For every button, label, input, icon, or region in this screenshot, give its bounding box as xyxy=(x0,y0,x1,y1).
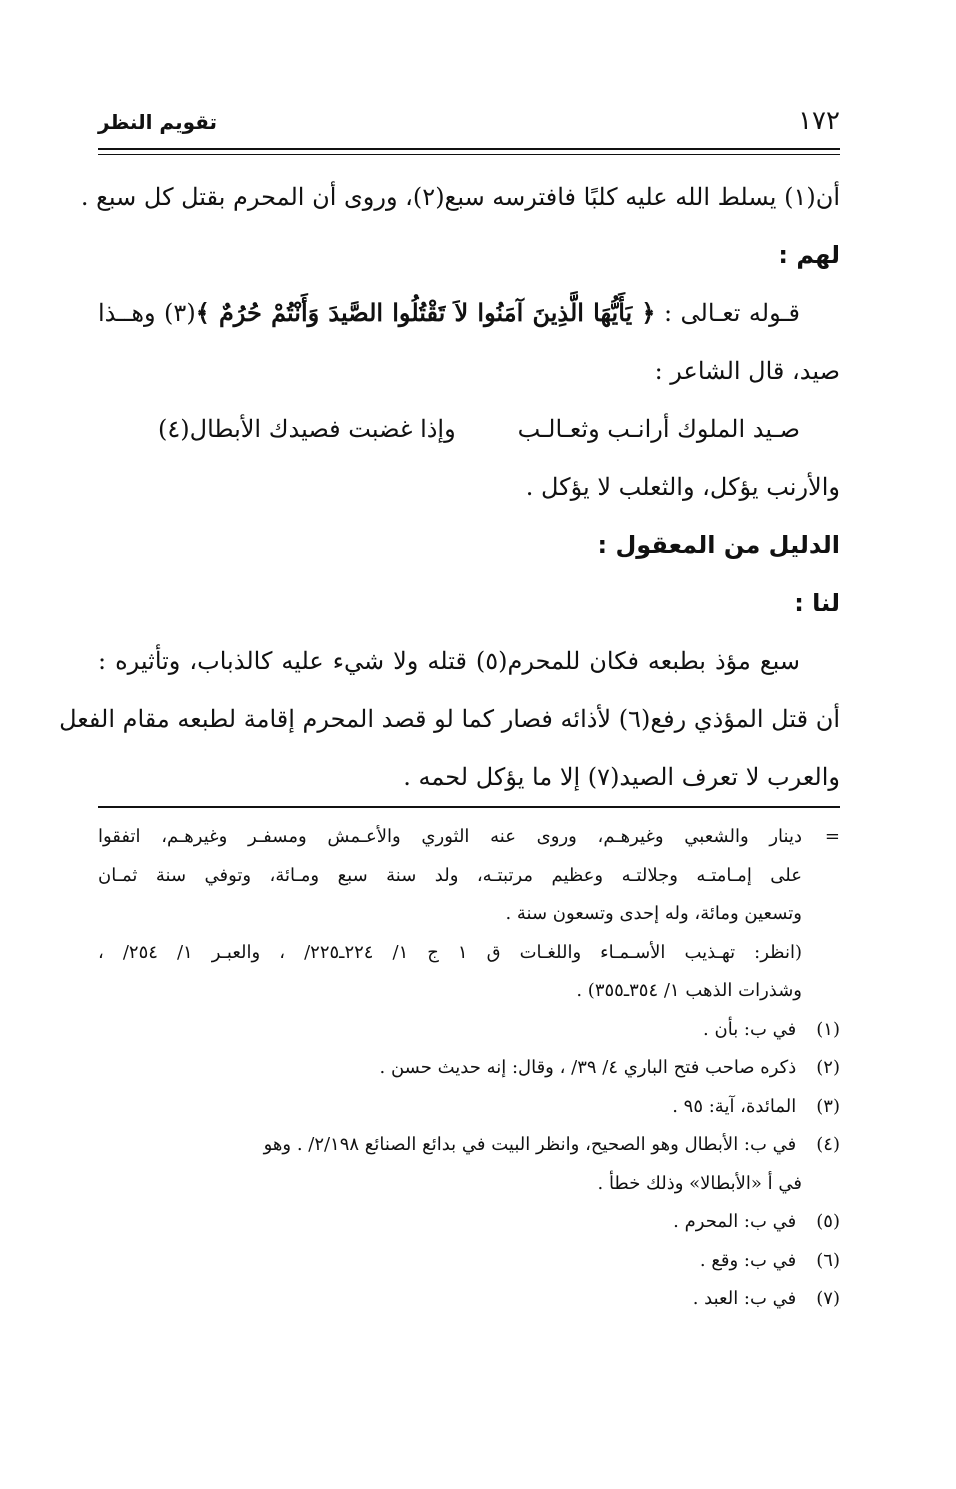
text-fragment: (٣) وهــذا xyxy=(98,299,196,327)
text-line: والعرب لا تعرف الصيد(٧) إلا ما يؤكل لحمه . xyxy=(403,763,840,791)
section-heading: الدليل من المعقول : xyxy=(597,531,840,559)
text-line: سبع مؤذ بطبعه فكان للمحرم(٥) قتله ولا شيء عليه كالذباب، وتأثيره : xyxy=(98,647,801,675)
text-line: صيد، قال الشاعر : xyxy=(654,357,840,385)
text-line: أن(١) يسلط الله عليه كلبًا فافترسه سبع(٢)، وروى أن المحرم بقتل كل سبع . xyxy=(80,183,840,211)
footnote-4 xyxy=(98,1126,840,1165)
footnote-number: (٦) xyxy=(816,1249,840,1271)
header-rule-thin xyxy=(98,154,840,155)
footnote-number: (١) xyxy=(816,1018,840,1040)
footnote-3 xyxy=(98,1088,840,1127)
continuation-marker: = xyxy=(824,826,840,847)
running-title: تقويم النظر xyxy=(98,110,218,134)
footnote-line: (انظر: تهـذيب الأسـمـاء واللغـات ق ١ ج ١/ ٢٢٤ـ٢٢٥/ ، والعبـر ١/ ٢٥٤/ ، xyxy=(98,941,802,963)
text-fragment: قـوله تعـالى : xyxy=(655,299,801,327)
footnote-text: في ب: العبد . xyxy=(692,1288,797,1309)
footnote-5 xyxy=(98,1203,840,1242)
page-header xyxy=(98,100,840,140)
footnote-4-continued: في أ «الأبطالا» وذلك خطأ . xyxy=(597,1172,802,1194)
header-rule xyxy=(98,148,840,150)
text-line: أن قتل المؤذي رفع(٦) لأذائه فصار كما لو قصد المحرم إقامة لطبعه مقام الفعل xyxy=(59,705,840,733)
section-heading: لنا : xyxy=(794,589,840,617)
section-heading: لهم : xyxy=(778,241,840,269)
footnote-line xyxy=(98,818,840,857)
verse-hemistich: صـيد الملوك أرانـب وثعـالـب xyxy=(517,415,800,443)
footnote-text: ذكره صاحب فتح الباري ٤/ ٣٩/ ، وقال: إنه حديث حسن . xyxy=(379,1057,797,1078)
footnote-number: (٣) xyxy=(816,1095,840,1117)
footnote-number: (٥) xyxy=(816,1211,840,1232)
text-line xyxy=(98,284,840,342)
footnote-7 xyxy=(98,1280,840,1319)
main-text xyxy=(59,168,840,806)
footnote-number: (٢) xyxy=(816,1057,840,1078)
footnote-2 xyxy=(98,1049,840,1088)
page-number: ١٧٢ xyxy=(798,106,840,136)
footnote-line: على إمـامتـه وجلالتـه وعظيم مرتبتـه، ولد سنة سبع ومـائة، وتوفي سنة ثمـان xyxy=(98,864,802,886)
footnote-text: في ب: وقع . xyxy=(699,1249,797,1271)
footnote-text: في ب: بأن . xyxy=(703,1018,797,1040)
poetry-verse xyxy=(98,400,840,458)
text-line: والأرنب يؤكل، والثعلب لا يؤكل . xyxy=(525,473,840,501)
footnotes xyxy=(98,818,840,1319)
quran-verse: ﴿ يَأَيُّهَا الَّذِينَ آمَنُوا لاَ تَقْتُلُوا الصَّيدَ وَأَنْتُمْ حُرُمٌ ﴾ xyxy=(195,298,656,327)
footnote-text: في ب: الأبطال وهو الصحيح، وانظر البيت في بدائع الصنائع ٢/١٩٨/ . وهو xyxy=(263,1134,797,1155)
footnote-text: المائدة، آية: ٩٥ . xyxy=(672,1095,797,1117)
footnote-rule xyxy=(98,806,840,808)
footnote-line: وتسعين ومائة، وله إحدى وتسعون سنة . xyxy=(505,903,802,924)
footnote-6 xyxy=(98,1242,840,1281)
footnote-text: دينار والشعبي وغيرهـم، وروى عنه الثوري والأعـمش ومسفـر وغيرهـم، اتفقوا xyxy=(98,826,802,847)
footnote-number: (٧) xyxy=(816,1288,840,1309)
book-page xyxy=(59,0,840,1489)
footnote-number: (٤) xyxy=(816,1134,840,1155)
footnote-1 xyxy=(98,1011,840,1050)
footnote-line: وشذرات الذهب ١/ ٣٥٤ـ٣٥٥) . xyxy=(576,980,802,1001)
footnote-text: في ب: المحرم . xyxy=(673,1211,797,1232)
verse-hemistich: وإذا غضبت فصيدك الأبطال(٤) xyxy=(158,415,456,443)
